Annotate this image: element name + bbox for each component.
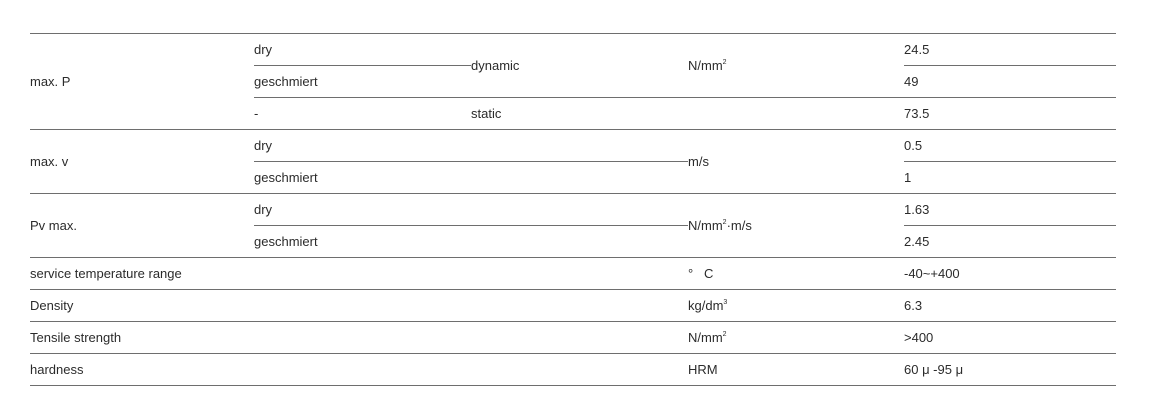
condition-cell: - [254,98,471,130]
unit-cell: $N/mm^2$ [688,322,904,354]
unit-cell: m/s [688,130,904,194]
spec-table [30,33,1116,386]
value-cell: 73.5 [904,98,1116,130]
value-cell: 60 μ -95 μ [904,354,1116,386]
condition-cell: dry [254,130,688,162]
value-cell: -40~+400 [904,258,1116,290]
table-row [30,130,1116,162]
property-cell: Pv max. [30,194,254,258]
table-row [30,258,1116,290]
mode-cell: dynamic [471,34,688,98]
table-row [30,194,1116,226]
condition-cell: geschmiert [254,226,688,258]
unit-cell: ° C [688,258,904,290]
table-row [30,34,1116,66]
condition-cell: dry [254,194,688,226]
unit-cell: $kg/dm^3$ [688,290,904,322]
property-cell: Tensile strength [30,322,688,354]
condition-cell: dry [254,34,471,66]
mode-cell: static [471,98,688,130]
unit-cell: HRM [688,354,904,386]
property-cell: max. P [30,34,254,130]
value-cell: 6.3 [904,290,1116,322]
unit-cell: $N/mm^2$ [688,34,904,98]
value-cell: 1.63 [904,194,1116,226]
condition-cell: geschmiert [254,162,688,194]
table-row [30,354,1116,386]
value-cell: >400 [904,322,1116,354]
table-row [30,322,1116,354]
property-cell: Density [30,290,688,322]
value-cell: 24.5 [904,34,1116,66]
unit-cell: $N/mm^2\cdot m/s$ [688,194,904,258]
property-cell: max. v [30,130,254,194]
value-cell: 2.45 [904,226,1116,258]
condition-cell: geschmiert [254,66,471,98]
property-cell: hardness [30,354,688,386]
value-cell: 49 [904,66,1116,98]
unit-cell [688,98,904,130]
property-cell: service temperature range [30,258,688,290]
table-row [30,290,1116,322]
value-cell: 1 [904,162,1116,194]
value-cell: 0.5 [904,130,1116,162]
